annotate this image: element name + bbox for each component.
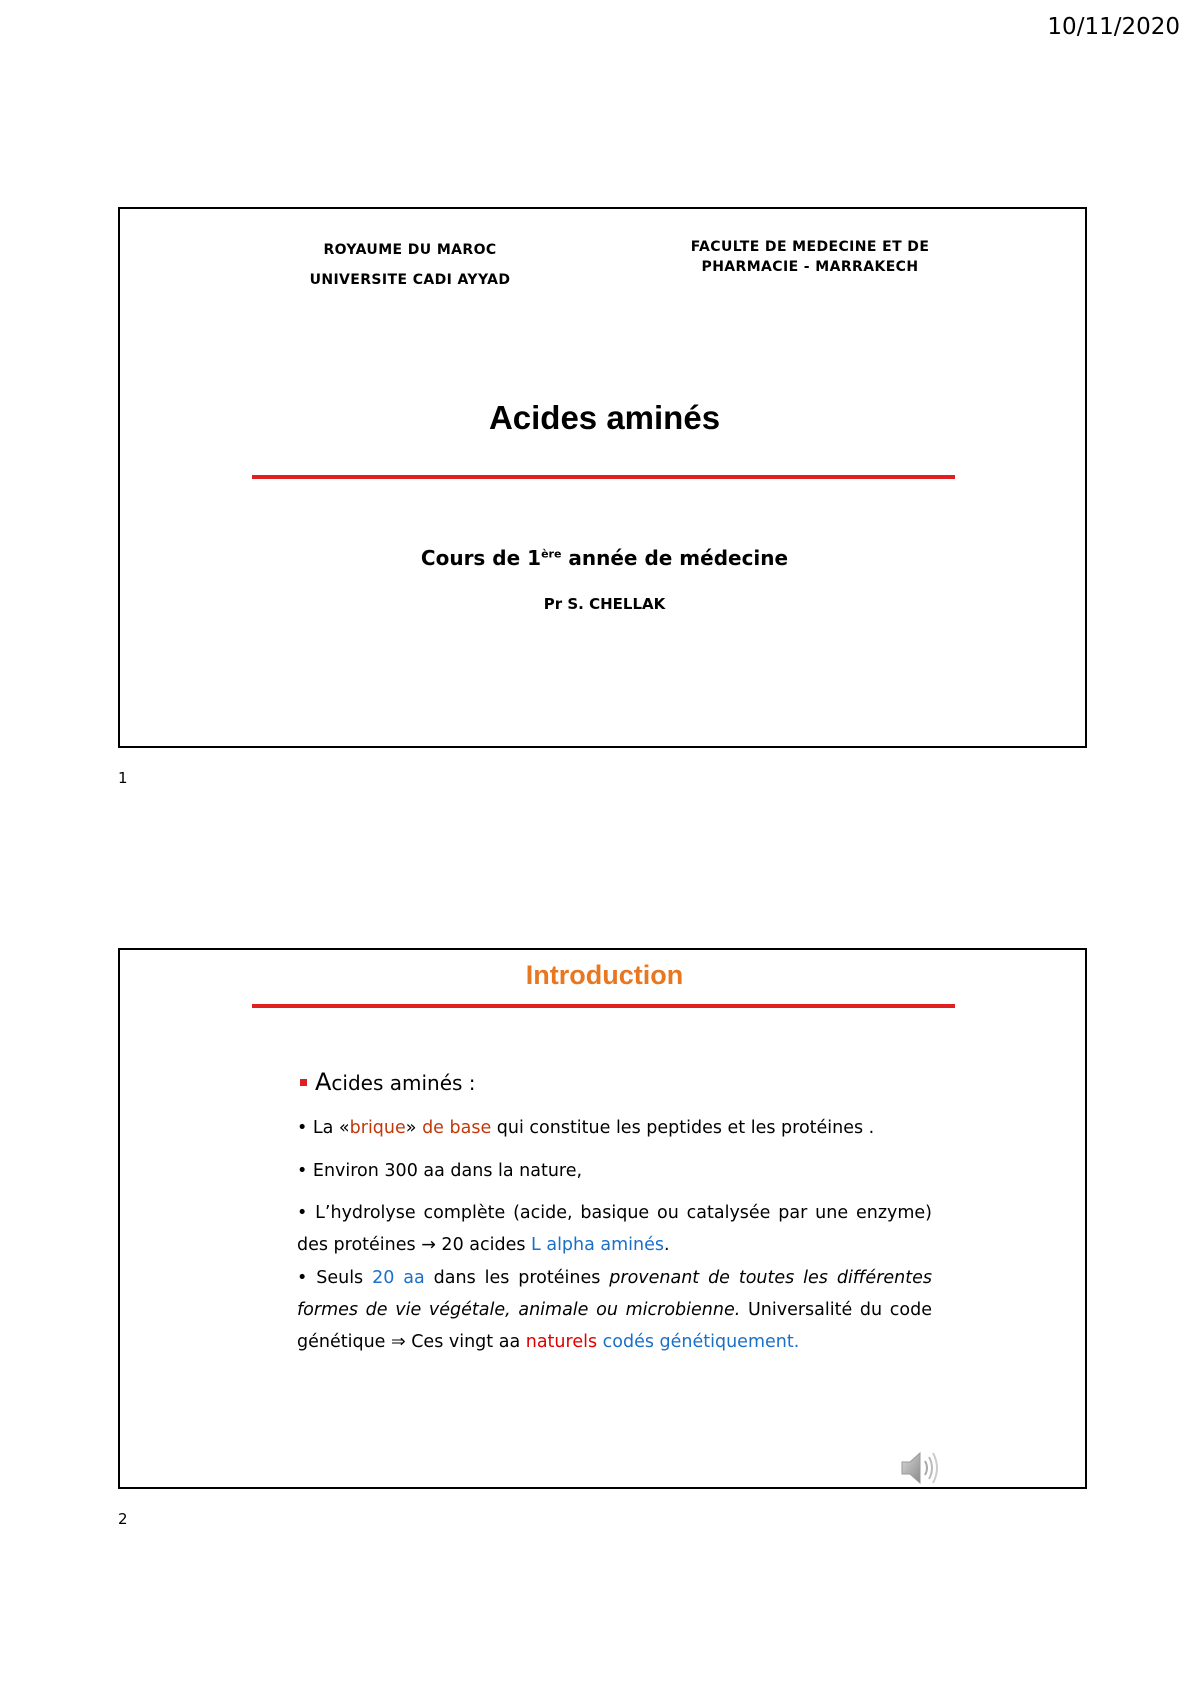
header-line: PHARMACIE - MARRAKECH [701, 259, 919, 275]
header-line: UNIVERSITE CADI AYYAD [309, 272, 511, 288]
right-header [620, 237, 1000, 277]
subtitle-text: année de médecine [561, 546, 789, 570]
highlight-de-base: de base [422, 1118, 492, 1138]
text-run: » [405, 1118, 423, 1138]
course-subtitle [120, 546, 1089, 570]
section-text: cides aminés : [331, 1071, 476, 1095]
page-number: 2 [118, 1510, 128, 1528]
text-run: Universalité du code génétique ⇒ Ces vingt aa [297, 1300, 933, 1352]
italic-text: provenant de toutes les différentes formes de vie végétale, animale ou microbienne. [297, 1268, 933, 1320]
slide-title: Introduction [525, 960, 684, 990]
text-run: dans les protéines [424, 1268, 610, 1288]
title-divider [252, 1004, 955, 1008]
text-run: • La « [297, 1118, 350, 1138]
square-bullet-icon [300, 1079, 307, 1086]
subtitle-text: Cours de 1 [420, 546, 542, 570]
text-run: • Seuls [297, 1268, 373, 1288]
author: Pr S. CHELLAK [543, 595, 666, 613]
slide-1 [118, 207, 1087, 748]
title-divider [252, 475, 955, 479]
bullet-paragraph [297, 1112, 932, 1144]
page-number: 1 [118, 769, 128, 787]
text-run: • L’hydrolyse complète (acide, basique ou catalysée par une enzyme) des protéines → 20 acides [297, 1203, 932, 1255]
print-date: 10/11/2020 [1047, 14, 1180, 40]
slide-2 [118, 948, 1087, 1489]
bullet-paragraph [297, 1262, 932, 1358]
bullet-paragraph [297, 1197, 932, 1261]
highlight-l-alpha: L alpha aminés [531, 1235, 665, 1255]
subtitle-superscript: ère [541, 547, 562, 561]
slide-title: Acides aminés [488, 399, 721, 436]
highlight-codes: codés génétiquement. [602, 1332, 800, 1352]
header-line: FACULTE DE MEDECINE ET DE [690, 239, 930, 255]
section-heading [300, 1068, 476, 1096]
left-header [260, 235, 560, 295]
highlight-20-aa: 20 aa [372, 1268, 425, 1288]
section-first-letter: A [315, 1068, 332, 1096]
highlight-brique: brique [349, 1118, 406, 1138]
highlight-naturels: naturels [525, 1332, 598, 1352]
text-run: . [664, 1235, 670, 1255]
text-run: qui constitue les peptides et les protéines . [491, 1118, 875, 1138]
header-line: ROYAUME DU MAROC [323, 242, 497, 258]
bullet-paragraph: • Environ 300 aa dans la nature, [297, 1161, 583, 1181]
speaker-icon[interactable] [896, 1445, 942, 1491]
